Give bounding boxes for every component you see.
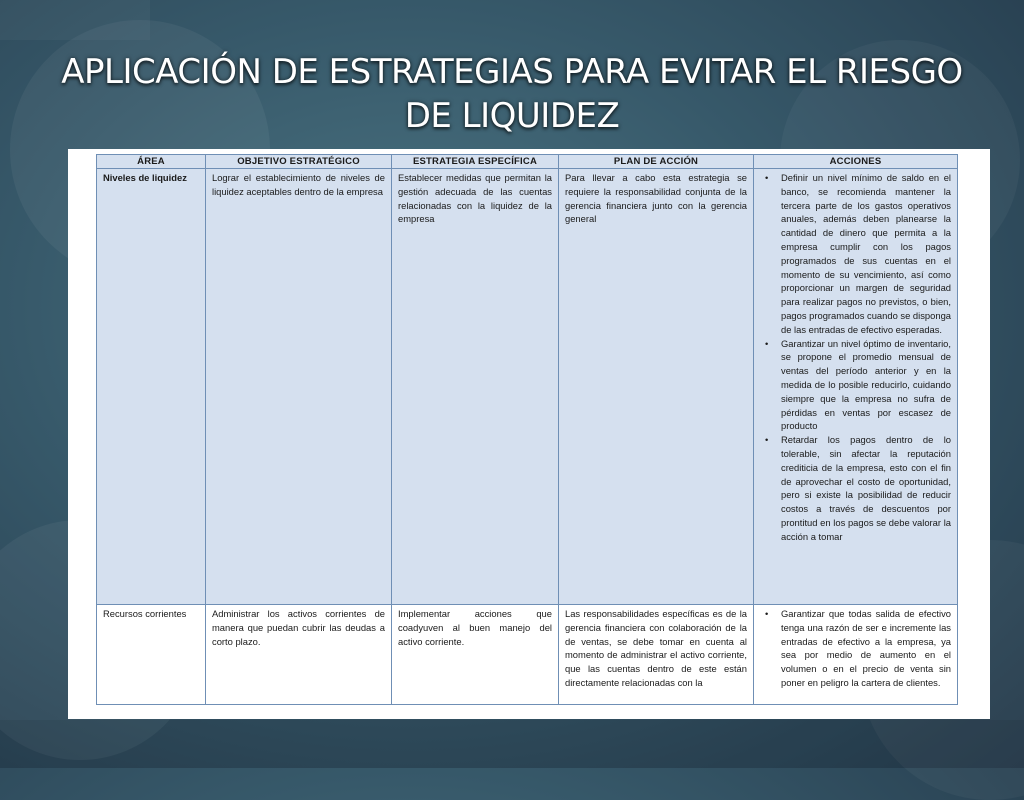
- table-row: [97, 605, 958, 705]
- cell-estrategia: Establecer medidas que permitan la gestión adecuada de las cuentas relacionadas con la liquidez de la empresa: [392, 169, 559, 605]
- accion-text: Definir un nivel mínimo de saldo en el banco, se recomienda mantener la tercera parte de los gastos operativos anuales, además deben planearse la cantidad de dinero que permita a la empresa cumplir con los pagos programados de sus cuentas en el momento de su vencimiento, así como proporcionar un margen de seguridad para realizar pagos no previstos, o bien, pagos programados cuando se disponga de las entradas de efectivo esperadas.: [781, 172, 951, 335]
- cell-area: Niveles de liquidez: [97, 169, 206, 605]
- acciones-list: [760, 171, 951, 544]
- slide-title-line-1: APLICACIÓN DE ESTRATEGIAS PARA EVITAR EL RIESGO: [61, 52, 963, 92]
- cell-acciones: [754, 169, 958, 605]
- cell-acciones: [754, 605, 958, 705]
- cell-plan: Para llevar a cabo esta estrategia se requiere la responsabilidad conjunta de la gerencia financiera junto con la gerencia general: [559, 169, 754, 605]
- background-square: [0, 720, 1024, 768]
- cell-objetivo: Administrar los activos corrientes de manera que puedan cubrir las deudas a corto plazo.: [206, 605, 392, 705]
- list-item: [765, 337, 951, 434]
- cell-objetivo: Lograr el establecimiento de niveles de liquidez aceptables dentro de la empresa: [206, 169, 392, 605]
- cell-area: Recursos corrientes: [97, 605, 206, 705]
- header-acciones: ACCIONES: [754, 155, 958, 169]
- table-header-row: [97, 155, 958, 169]
- bullet-icon: •: [765, 434, 769, 446]
- accion-text: Retardar los pagos dentro de lo tolerable, sin afectar la reputación crediticia de la empresa, esto con el fin de aprovechar el costo de oportunidad, pero si existe la posibilidad de reducir costos a través de descuentos por prontitud en los pagos se debe valorar la acción a tomar: [781, 434, 951, 542]
- list-item: [765, 607, 951, 690]
- table-image-panel: [68, 149, 990, 719]
- cell-plan: Las responsabilidades específicas es de la gerencia financiera con colaboración de la de ventas, se debe tomar en cuenta al momento de administrar el activo corriente, que las cuentas dentro de este están directamente relacionadas con la: [559, 605, 754, 705]
- accion-text: Garantizar un nivel óptimo de inventario, se propone el promedio mensual de ventas del período anterior y en la medida de lo posible reducirlo, cuidando siempre que la empresa no sufra de pérdidas en ventas por escasez de producto: [781, 337, 951, 432]
- header-plan: PLAN DE ACCIÓN: [559, 155, 754, 169]
- accion-text: Garantizar que todas salida de efectivo tenga una razón de ser e incremente las entradas de efectivo a la empresa, ya sea por medio de aumento en el volumen o en el precio de venta sin poner en peligro la cartera de clientes.: [781, 608, 951, 688]
- header-objetivo: OBJETIVO ESTRATÉGICO: [206, 155, 392, 169]
- bullet-icon: •: [765, 608, 769, 619]
- list-item: [765, 171, 951, 337]
- cell-estrategia: Implementar acciones que coadyuven al buen manejo del activo corriente.: [392, 605, 559, 705]
- bullet-icon: •: [765, 337, 769, 349]
- acciones-list: [760, 607, 951, 690]
- slide-title: [0, 50, 1024, 138]
- header-estrategia: ESTRATEGIA ESPECÍFICA: [392, 155, 559, 169]
- header-area: ÁREA: [97, 155, 206, 169]
- strategy-table: [96, 154, 958, 705]
- background-square: [0, 0, 150, 40]
- table-row: [97, 169, 958, 605]
- slide-title-line-2: DE LIQUIDEZ: [404, 96, 620, 136]
- bullet-icon: •: [765, 172, 769, 183]
- list-item: [765, 433, 951, 543]
